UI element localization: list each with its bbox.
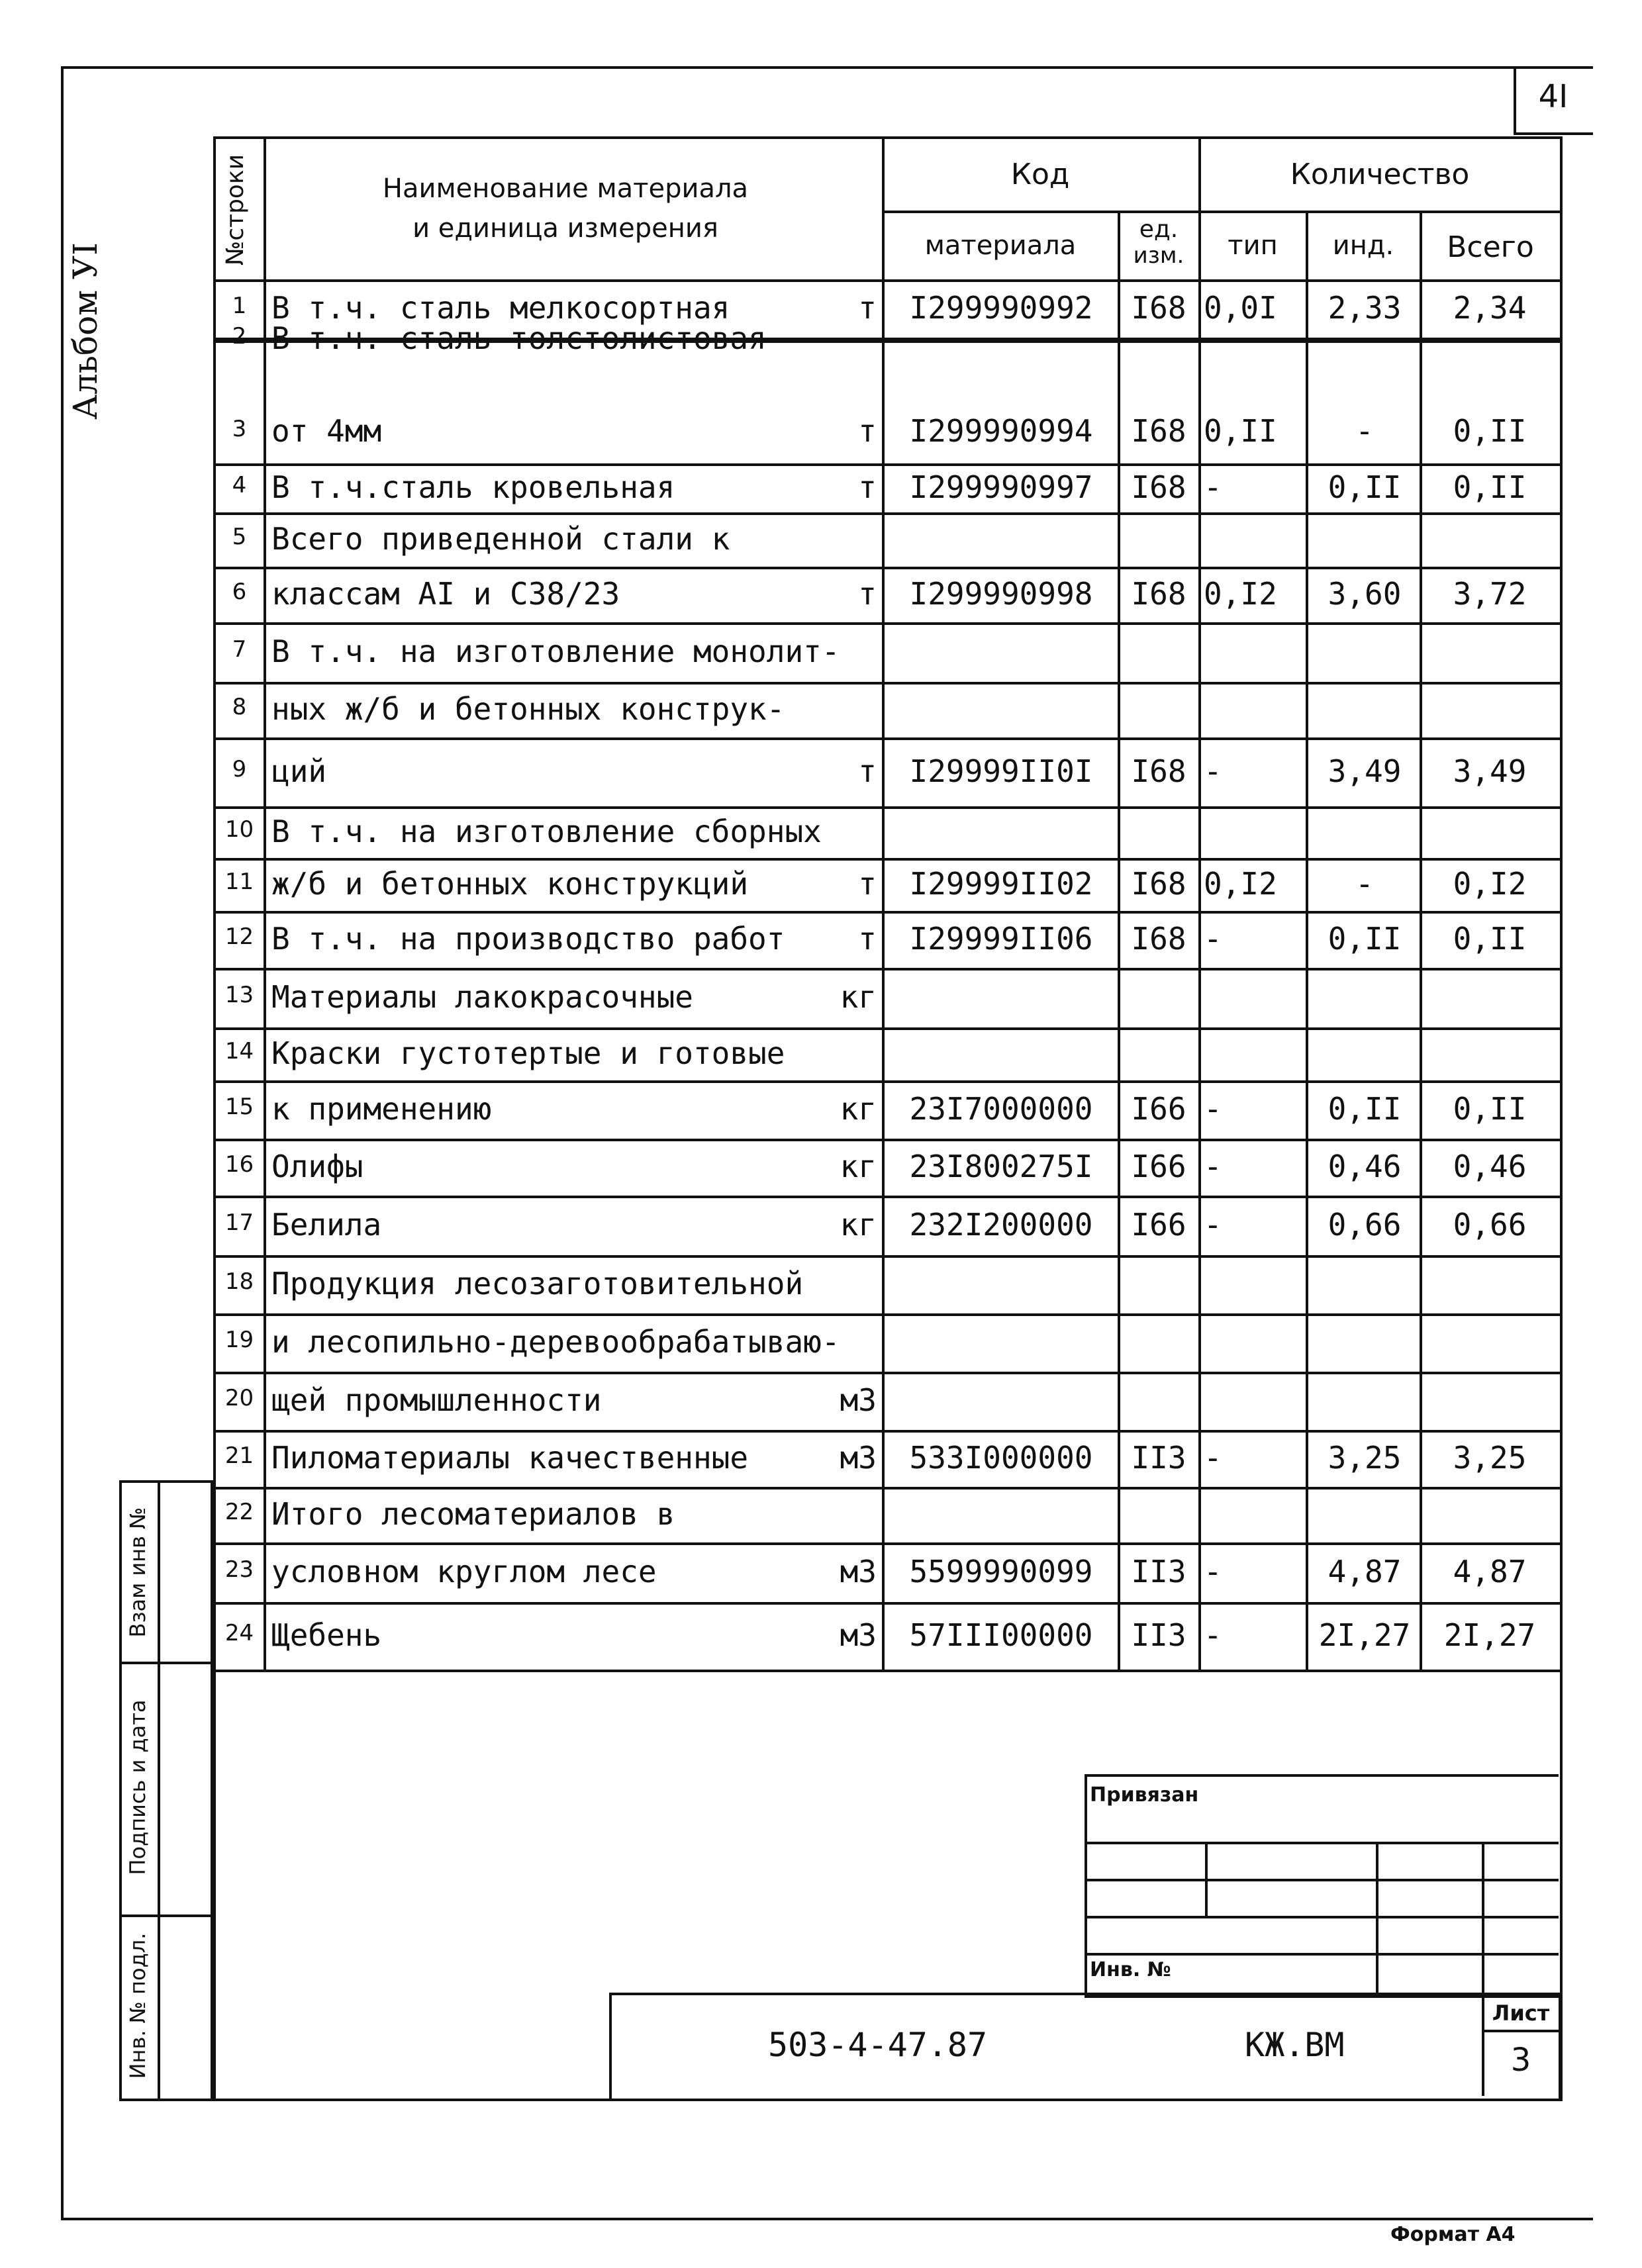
row-number: 21 bbox=[224, 1442, 254, 1469]
row-total: 3,49 bbox=[1453, 753, 1527, 789]
row-code: I299990994 bbox=[909, 413, 1093, 449]
row-name: Итого лесоматериалов в bbox=[271, 1496, 675, 1532]
header-type: тип bbox=[1228, 230, 1278, 261]
row-separator bbox=[213, 1487, 1560, 1489]
format-label: Формат А4 bbox=[1390, 2223, 1516, 2246]
row-separator bbox=[213, 737, 1560, 740]
row-unit-letter: кг bbox=[840, 1149, 877, 1184]
row-number: 22 bbox=[224, 1499, 254, 1525]
row-unit-letter: кг bbox=[840, 1091, 877, 1127]
row-unit-code: I66 bbox=[1131, 1207, 1186, 1243]
side-stamp-inv-podl: Инв. № подл. bbox=[125, 1932, 150, 2079]
binding-line-2 bbox=[1085, 1879, 1559, 1881]
row-separator bbox=[213, 1196, 1560, 1198]
row-total: 3,72 bbox=[1453, 576, 1527, 612]
row-number: 24 bbox=[224, 1620, 254, 1646]
row-number: 1 bbox=[232, 293, 247, 319]
title-block-sheet-line bbox=[1482, 2030, 1559, 2032]
header-name-line2: и единица измерения bbox=[412, 213, 718, 244]
row-unit-letter: т bbox=[858, 576, 877, 612]
row-separator bbox=[213, 1430, 1560, 1433]
row-unit-letter: м3 bbox=[840, 1440, 877, 1476]
row-unit-code: I66 bbox=[1131, 1149, 1186, 1184]
header-mid-line bbox=[882, 211, 1560, 213]
row-total: 0,I2 bbox=[1453, 866, 1527, 902]
row-separator bbox=[213, 1542, 1560, 1545]
row-ind: 3,60 bbox=[1328, 576, 1402, 612]
row-ind: 0,II bbox=[1328, 1091, 1402, 1127]
row-name: Олифы bbox=[271, 1149, 363, 1184]
page-number-divider bbox=[1514, 66, 1516, 134]
doc-code: 503-4-47.87 bbox=[768, 2026, 988, 2064]
row-name: Всего приведенной стали к bbox=[271, 521, 730, 557]
row-separator bbox=[213, 463, 1560, 466]
row-name: Краски густотертые и готовые bbox=[271, 1035, 785, 1071]
row-number: 18 bbox=[224, 1268, 254, 1295]
row-typ: 0,II bbox=[1204, 413, 1277, 449]
side-stamp-line-2 bbox=[119, 1914, 211, 1917]
row-name: Белила bbox=[271, 1207, 382, 1243]
row-code: 5599990099 bbox=[909, 1554, 1093, 1589]
row-name: Пиломатериалы качественные bbox=[271, 1440, 749, 1476]
row-unit-code: II3 bbox=[1131, 1617, 1186, 1653]
row-separator bbox=[213, 1139, 1560, 1141]
sheet-number: 3 bbox=[1510, 2042, 1531, 2079]
row-name: В т.ч.сталь кровельная bbox=[271, 469, 675, 505]
row-ind: 2I,27 bbox=[1318, 1617, 1411, 1653]
row-number: 9 bbox=[232, 756, 247, 782]
sheet-label: Лист bbox=[1492, 2001, 1550, 2026]
row-separator bbox=[213, 858, 1560, 861]
row-unit-letter: м3 bbox=[840, 1382, 877, 1418]
row-typ: - bbox=[1204, 469, 1222, 505]
row-typ: - bbox=[1204, 1207, 1222, 1243]
row-total: 0,II bbox=[1453, 1091, 1527, 1127]
row-code: I299990997 bbox=[909, 469, 1093, 505]
row-total: 0,66 bbox=[1453, 1207, 1527, 1243]
header-total: Всего bbox=[1447, 230, 1534, 264]
row-number: 15 bbox=[224, 1094, 254, 1120]
header-bottom-line bbox=[213, 279, 1560, 282]
header-row-no: №строки bbox=[222, 154, 249, 266]
row-separator bbox=[213, 1372, 1560, 1374]
row-separator bbox=[213, 1602, 1560, 1605]
header-unit: ед. bbox=[1139, 216, 1179, 243]
row-name: В т.ч. на изготовление сборных bbox=[271, 814, 822, 849]
row-unit-letter: м3 bbox=[840, 1617, 877, 1653]
row-total: 2I,27 bbox=[1443, 1617, 1536, 1653]
binding-col-3 bbox=[1482, 1842, 1484, 1993]
side-stamp-podpis: Подпись и дата bbox=[125, 1699, 150, 1875]
row-number: 4 bbox=[232, 472, 247, 498]
row-unit-letter: т bbox=[858, 469, 877, 505]
row-ind: - bbox=[1355, 413, 1374, 449]
row-number: 13 bbox=[224, 982, 254, 1008]
binding-line-1 bbox=[1085, 1842, 1559, 1844]
row-ind: 0,46 bbox=[1328, 1149, 1402, 1184]
title-block bbox=[609, 1993, 1561, 2101]
row-name: классам АI и С38/23 bbox=[271, 576, 620, 612]
header-code-material: материала bbox=[924, 230, 1077, 261]
row-separator bbox=[213, 1080, 1560, 1083]
row-unit-letter: т bbox=[858, 413, 877, 449]
row-total: 3,25 bbox=[1453, 1440, 1527, 1476]
row-name: В т.ч. сталь мелкосортная bbox=[271, 290, 730, 326]
row-name: от 4мм bbox=[271, 413, 382, 449]
binding-col-1 bbox=[1205, 1842, 1208, 1917]
row-number: 19 bbox=[224, 1327, 254, 1353]
row-unit-letter: т bbox=[858, 921, 877, 957]
header-quantity: Количество bbox=[1290, 158, 1470, 191]
row-unit-code: I68 bbox=[1131, 413, 1186, 449]
row-name: Материалы лакокрасочные bbox=[271, 979, 693, 1015]
row-name: В т.ч. на производство работ bbox=[271, 921, 785, 957]
row-code: 23I7000000 bbox=[909, 1091, 1093, 1127]
row-number: 11 bbox=[224, 869, 254, 895]
row-name: ций bbox=[271, 753, 327, 789]
row-unit-letter: т bbox=[858, 753, 877, 789]
page-number: 4I bbox=[1538, 78, 1569, 115]
row-ind: 0,66 bbox=[1328, 1207, 1402, 1243]
row-separator bbox=[213, 1255, 1560, 1258]
row-number: 20 bbox=[224, 1385, 254, 1411]
row-unit-letter: м3 bbox=[840, 1554, 877, 1589]
row-separator bbox=[213, 1027, 1560, 1030]
header-ind: инд. bbox=[1332, 230, 1394, 261]
row-typ: - bbox=[1204, 921, 1222, 957]
row-ind: 4,87 bbox=[1328, 1554, 1402, 1589]
row-name: В т.ч. на изготовление монолит- bbox=[271, 634, 840, 669]
row-separator bbox=[213, 622, 1560, 625]
page-number-underline bbox=[1514, 132, 1593, 135]
row-name: В т.ч. сталь толстолистовая bbox=[271, 320, 767, 356]
row-code: I299990998 bbox=[909, 576, 1093, 612]
row-typ: - bbox=[1204, 1554, 1222, 1589]
row-ind: 3,49 bbox=[1328, 753, 1402, 789]
row-separator bbox=[213, 968, 1560, 970]
row-name: Щебень bbox=[271, 1617, 382, 1653]
row-unit-letter: кг bbox=[840, 979, 877, 1015]
row-total: 0,II bbox=[1453, 413, 1527, 449]
row-name: к применению bbox=[271, 1091, 492, 1127]
row-unit-letter: кг bbox=[840, 1207, 877, 1243]
row-number: 17 bbox=[224, 1209, 254, 1236]
row-ind: 3,25 bbox=[1328, 1440, 1402, 1476]
row-typ: - bbox=[1204, 1617, 1222, 1653]
row-total: 2,34 bbox=[1453, 290, 1527, 326]
row-unit-code: I68 bbox=[1131, 866, 1186, 902]
binding-col-2 bbox=[1376, 1842, 1378, 1993]
row-typ: - bbox=[1204, 1091, 1222, 1127]
row-unit-code: I68 bbox=[1131, 469, 1186, 505]
row-unit-letter: т bbox=[858, 290, 877, 326]
row-typ: 0,0I bbox=[1204, 290, 1277, 326]
row-separator bbox=[213, 340, 1560, 343]
header-divider-kol bbox=[1198, 136, 1201, 1670]
row-name: условном круглом лесе bbox=[271, 1554, 657, 1589]
row-code: I29999II0I bbox=[909, 753, 1093, 789]
row-total: 4,87 bbox=[1453, 1554, 1527, 1589]
row-code: 23I800275I bbox=[909, 1149, 1093, 1184]
row-typ: 0,I2 bbox=[1204, 576, 1277, 612]
row-unit-code: I68 bbox=[1131, 290, 1186, 326]
binding-inv-no: Инв. № bbox=[1090, 1958, 1171, 1981]
title-block-sheet-divider bbox=[1482, 1993, 1484, 2096]
row-code: I29999II06 bbox=[909, 921, 1093, 957]
header-divider-typ bbox=[1306, 211, 1308, 1670]
row-number: 23 bbox=[224, 1556, 254, 1583]
binding-privyazan: Привязан bbox=[1090, 1783, 1199, 1807]
binding-line-3 bbox=[1085, 1916, 1559, 1918]
row-number: 8 bbox=[232, 694, 247, 720]
row-number: 3 bbox=[232, 416, 247, 442]
row-name: ж/б и бетонных конструкций bbox=[271, 866, 749, 902]
row-unit-code: II3 bbox=[1131, 1440, 1186, 1476]
header-divider-rowno bbox=[264, 136, 266, 1670]
row-typ: - bbox=[1204, 1440, 1222, 1476]
row-number: 14 bbox=[224, 1038, 254, 1064]
row-ind: 0,II bbox=[1328, 921, 1402, 957]
row-name: и лесопильно-деревообрабатываю- bbox=[271, 1324, 840, 1360]
binding-line-4 bbox=[1085, 1953, 1559, 1956]
side-stamp-line-1 bbox=[119, 1662, 211, 1664]
row-separator bbox=[213, 567, 1560, 569]
row-number: 2 bbox=[232, 323, 247, 350]
row-code: I29999II02 bbox=[909, 866, 1093, 902]
doc-mark: КЖ.ВМ bbox=[1245, 2026, 1345, 2064]
row-number: 6 bbox=[232, 579, 247, 605]
row-unit-code: I68 bbox=[1131, 921, 1186, 957]
row-number: 16 bbox=[224, 1151, 254, 1178]
row-number: 12 bbox=[224, 923, 254, 950]
header-unit-line2: изм. bbox=[1133, 242, 1184, 269]
row-separator bbox=[213, 512, 1560, 515]
row-code: I299990992 bbox=[909, 290, 1093, 326]
row-typ: 0,I2 bbox=[1204, 866, 1277, 902]
row-typ: - bbox=[1204, 753, 1222, 789]
row-total: 0,II bbox=[1453, 921, 1527, 957]
album-label: Альбом УI bbox=[66, 242, 105, 420]
row-separator bbox=[213, 1313, 1560, 1316]
row-total: 0,II bbox=[1453, 469, 1527, 505]
row-unit-code: II3 bbox=[1131, 1554, 1186, 1589]
row-name: Продукция лесозаготовительной bbox=[271, 1266, 804, 1301]
table-body-bottom-line bbox=[213, 1670, 1560, 1672]
row-unit-code: I68 bbox=[1131, 576, 1186, 612]
header-name: Наименование материала bbox=[382, 173, 749, 204]
row-number: 10 bbox=[224, 816, 254, 843]
row-ind: 0,II bbox=[1328, 469, 1402, 505]
header-divider-name bbox=[882, 136, 885, 1670]
row-separator bbox=[213, 682, 1560, 685]
row-unit-code: I68 bbox=[1131, 753, 1186, 789]
row-code: 232I200000 bbox=[909, 1207, 1093, 1243]
side-stamp-divider bbox=[158, 1480, 160, 2099]
row-separator bbox=[213, 806, 1560, 809]
row-unit-code: I66 bbox=[1131, 1091, 1186, 1127]
row-ind: 2,33 bbox=[1328, 290, 1402, 326]
row-ind: - bbox=[1355, 866, 1374, 902]
row-number: 5 bbox=[232, 524, 247, 550]
side-stamp-vzam: Взам инв № bbox=[125, 1507, 150, 1638]
row-name: щей промышленности bbox=[271, 1382, 602, 1418]
row-name: ных ж/б и бетонных конструк- bbox=[271, 691, 785, 727]
row-number: 7 bbox=[232, 636, 247, 663]
row-separator bbox=[213, 911, 1560, 914]
row-unit-letter: т bbox=[858, 866, 877, 902]
header-divider-ind bbox=[1420, 211, 1422, 1670]
row-total: 0,46 bbox=[1453, 1149, 1527, 1184]
row-code: 57III00000 bbox=[909, 1617, 1093, 1653]
header-code: Код bbox=[1010, 158, 1070, 191]
row-code: 533I000000 bbox=[909, 1440, 1093, 1476]
row-typ: - bbox=[1204, 1149, 1222, 1184]
